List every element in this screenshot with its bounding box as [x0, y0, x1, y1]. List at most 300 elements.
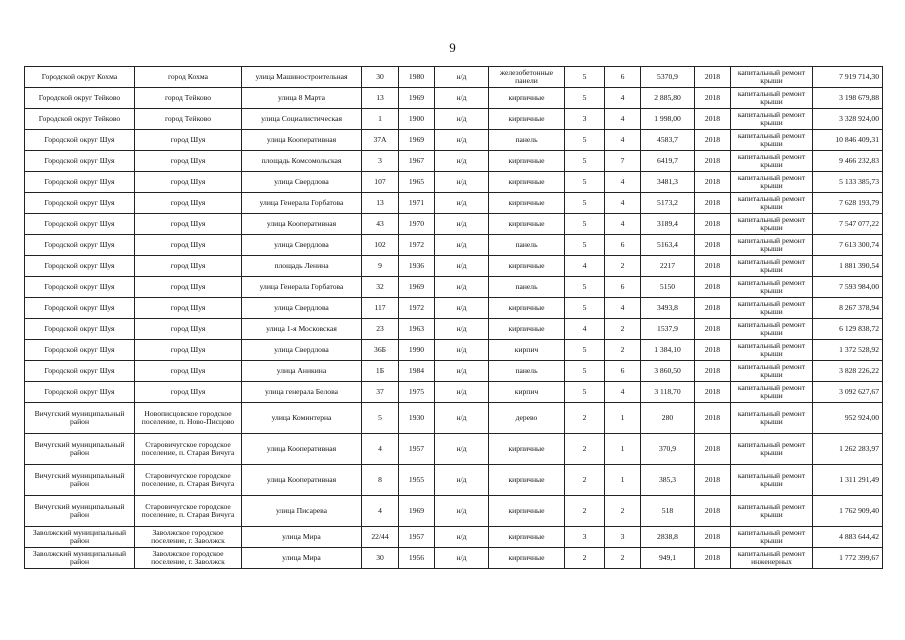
work-type-cell: капитальный ремонт крыши — [731, 130, 813, 151]
area-cell: 2217 — [641, 256, 695, 277]
table-row — [25, 88, 883, 109]
entrances-cell: 4 — [605, 109, 641, 130]
na-cell: н/д — [435, 193, 489, 214]
entrances-cell: 7 — [605, 151, 641, 172]
cost-cell: 1 372 528,92 — [813, 340, 883, 361]
wall-material-cell: кирпичные — [489, 319, 565, 340]
wall-material-cell: кирпичные — [489, 193, 565, 214]
settlement-cell: город Шуя — [135, 340, 242, 361]
area-cell: 5163,4 — [641, 235, 695, 256]
entrances-cell: 6 — [605, 277, 641, 298]
floors-cell: 5 — [565, 193, 605, 214]
house-number-cell: 30 — [362, 548, 399, 569]
area-cell: 1 384,10 — [641, 340, 695, 361]
table-row — [25, 465, 883, 496]
settlement-cell: город Шуя — [135, 361, 242, 382]
municipality-cell: Городской округ Шуя — [25, 256, 135, 277]
street-cell: улица Кооперативная — [242, 130, 362, 151]
year-cell: 2018 — [695, 434, 731, 465]
house-number-cell: 5 — [362, 403, 399, 434]
street-cell: улица Свердлова — [242, 298, 362, 319]
na-cell: н/д — [435, 434, 489, 465]
wall-material-cell: кирпичные — [489, 496, 565, 527]
table-row — [25, 109, 883, 130]
wall-material-cell: панель — [489, 361, 565, 382]
house-number-cell: 23 — [362, 319, 399, 340]
floors-cell: 5 — [565, 382, 605, 403]
table-row — [25, 496, 883, 527]
table-row — [25, 172, 883, 193]
house-number-cell: 32 — [362, 277, 399, 298]
year-built-cell: 1969 — [399, 88, 435, 109]
area-cell: 5370,9 — [641, 67, 695, 88]
cost-cell: 3 828 226,22 — [813, 361, 883, 382]
year-built-cell: 1990 — [399, 340, 435, 361]
street-cell: улица Свердлова — [242, 172, 362, 193]
year-built-cell: 1956 — [399, 548, 435, 569]
area-cell: 2 885,80 — [641, 88, 695, 109]
settlement-cell: Старовичугское городское поселение, п. Старая Вичуга — [135, 465, 242, 496]
year-built-cell: 1900 — [399, 109, 435, 130]
year-cell: 2018 — [695, 277, 731, 298]
entrances-cell: 6 — [605, 361, 641, 382]
table-row — [25, 340, 883, 361]
entrances-cell: 4 — [605, 214, 641, 235]
municipality-cell: Городской округ Шуя — [25, 361, 135, 382]
table-row — [25, 434, 883, 465]
cost-cell: 7 613 300,74 — [813, 235, 883, 256]
house-number-cell: 9 — [362, 256, 399, 277]
floors-cell: 2 — [565, 548, 605, 569]
year-built-cell: 1984 — [399, 361, 435, 382]
house-number-cell: 22/44 — [362, 527, 399, 548]
cost-cell: 1 772 399,67 — [813, 548, 883, 569]
year-built-cell: 1972 — [399, 298, 435, 319]
municipality-cell: Городской округ Тейково — [25, 109, 135, 130]
house-number-cell: 117 — [362, 298, 399, 319]
street-cell: площадь Комсомольская — [242, 151, 362, 172]
house-number-cell: 13 — [362, 193, 399, 214]
work-type-cell: капитальный ремонт крыши — [731, 340, 813, 361]
area-cell: 518 — [641, 496, 695, 527]
area-cell: 3 860,50 — [641, 361, 695, 382]
year-cell: 2018 — [695, 67, 731, 88]
na-cell: н/д — [435, 340, 489, 361]
year-cell: 2018 — [695, 361, 731, 382]
house-number-cell: 30 — [362, 67, 399, 88]
floors-cell: 5 — [565, 172, 605, 193]
house-number-cell: 102 — [362, 235, 399, 256]
floors-cell: 5 — [565, 130, 605, 151]
work-type-cell: капитальный ремонт крыши — [731, 109, 813, 130]
year-cell: 2018 — [695, 193, 731, 214]
wall-material-cell: кирпичные — [489, 527, 565, 548]
year-cell: 2018 — [695, 214, 731, 235]
entrances-cell: 4 — [605, 193, 641, 214]
floors-cell: 3 — [565, 109, 605, 130]
cost-cell: 7 593 984,00 — [813, 277, 883, 298]
na-cell: н/д — [435, 319, 489, 340]
cost-cell: 1 262 283,97 — [813, 434, 883, 465]
cost-cell: 7 919 714,30 — [813, 67, 883, 88]
year-built-cell: 1969 — [399, 130, 435, 151]
house-number-cell: 4 — [362, 434, 399, 465]
house-number-cell: 37А — [362, 130, 399, 151]
street-cell: улица Мира — [242, 527, 362, 548]
municipality-cell: Городской округ Шуя — [25, 172, 135, 193]
street-cell: улица 8 Марта — [242, 88, 362, 109]
work-type-cell: капитальный ремонт крыши — [731, 193, 813, 214]
settlement-cell: город Шуя — [135, 277, 242, 298]
area-cell: 1537,9 — [641, 319, 695, 340]
municipality-cell: Городской округ Шуя — [25, 214, 135, 235]
street-cell: улица Кооперативная — [242, 214, 362, 235]
year-cell: 2018 — [695, 235, 731, 256]
work-type-cell: капитальный ремонт крыши — [731, 67, 813, 88]
na-cell: н/д — [435, 235, 489, 256]
area-cell: 280 — [641, 403, 695, 434]
wall-material-cell: кирпичные — [489, 172, 565, 193]
area-cell: 2838,8 — [641, 527, 695, 548]
floors-cell: 5 — [565, 277, 605, 298]
floors-cell: 2 — [565, 465, 605, 496]
house-number-cell: 107 — [362, 172, 399, 193]
entrances-cell: 2 — [605, 340, 641, 361]
cost-cell: 10 846 409,31 — [813, 130, 883, 151]
year-cell: 2018 — [695, 298, 731, 319]
floors-cell: 5 — [565, 214, 605, 235]
table-row — [25, 235, 883, 256]
na-cell: н/д — [435, 298, 489, 319]
table-row — [25, 361, 883, 382]
street-cell: улица Машиностроительная — [242, 67, 362, 88]
house-number-cell: 4 — [362, 496, 399, 527]
entrances-cell: 2 — [605, 319, 641, 340]
wall-material-cell: кирпич — [489, 382, 565, 403]
municipality-cell: Городской округ Шуя — [25, 193, 135, 214]
year-cell: 2018 — [695, 382, 731, 403]
work-type-cell: капитальный ремонт инженерных — [731, 548, 813, 569]
na-cell: н/д — [435, 256, 489, 277]
table-row — [25, 319, 883, 340]
na-cell: н/д — [435, 109, 489, 130]
cost-cell: 3 092 627,67 — [813, 382, 883, 403]
wall-material-cell: кирпичные — [489, 256, 565, 277]
cost-cell: 952 924,00 — [813, 403, 883, 434]
year-cell: 2018 — [695, 340, 731, 361]
floors-cell: 2 — [565, 496, 605, 527]
entrances-cell: 2 — [605, 256, 641, 277]
settlement-cell: Новописцовское городское поселение, п. Ново-Писцово — [135, 403, 242, 434]
table-row — [25, 298, 883, 319]
settlement-cell: город Шуя — [135, 298, 242, 319]
wall-material-cell: кирпичные — [489, 109, 565, 130]
table-row — [25, 548, 883, 569]
floors-cell: 5 — [565, 235, 605, 256]
wall-material-cell: кирпичные — [489, 465, 565, 496]
settlement-cell: город Шуя — [135, 193, 242, 214]
year-cell: 2018 — [695, 465, 731, 496]
na-cell: н/д — [435, 465, 489, 496]
entrances-cell: 4 — [605, 382, 641, 403]
year-cell: 2018 — [695, 130, 731, 151]
na-cell: н/д — [435, 130, 489, 151]
entrances-cell: 4 — [605, 298, 641, 319]
na-cell: н/д — [435, 151, 489, 172]
settlement-cell: город Шуя — [135, 256, 242, 277]
cost-cell: 1 311 291,49 — [813, 465, 883, 496]
na-cell: н/д — [435, 548, 489, 569]
year-built-cell: 1957 — [399, 434, 435, 465]
table-row — [25, 277, 883, 298]
year-cell: 2018 — [695, 151, 731, 172]
entrances-cell: 4 — [605, 130, 641, 151]
municipality-cell: Вичугский муниципальный район — [25, 465, 135, 496]
cost-cell: 3 198 679,88 — [813, 88, 883, 109]
table-body — [25, 67, 883, 569]
work-type-cell: капитальный ремонт крыши — [731, 277, 813, 298]
na-cell: н/д — [435, 527, 489, 548]
cost-cell: 6 129 838,72 — [813, 319, 883, 340]
year-built-cell: 1936 — [399, 256, 435, 277]
house-number-cell: 36Б — [362, 340, 399, 361]
table-row — [25, 151, 883, 172]
work-type-cell: капитальный ремонт крыши — [731, 235, 813, 256]
municipality-cell: Городской округ Шуя — [25, 298, 135, 319]
year-cell: 2018 — [695, 403, 731, 434]
street-cell: площадь Ленина — [242, 256, 362, 277]
municipality-cell: Вичугский муниципальный район — [25, 434, 135, 465]
settlement-cell: город Тейково — [135, 88, 242, 109]
year-cell: 2018 — [695, 172, 731, 193]
year-built-cell: 1967 — [399, 151, 435, 172]
entrances-cell: 4 — [605, 172, 641, 193]
municipality-cell: Городской округ Шуя — [25, 235, 135, 256]
year-built-cell: 1972 — [399, 235, 435, 256]
municipality-cell: Вичугский муниципальный район — [25, 496, 135, 527]
entrances-cell: 6 — [605, 235, 641, 256]
settlement-cell: Старовичугское городское поселение, п. Старая Вичуга — [135, 434, 242, 465]
house-number-cell: 37 — [362, 382, 399, 403]
table-row — [25, 67, 883, 88]
street-cell: улица Аникина — [242, 361, 362, 382]
year-built-cell: 1963 — [399, 319, 435, 340]
area-cell: 370,9 — [641, 434, 695, 465]
municipality-cell: Городской округ Шуя — [25, 277, 135, 298]
work-type-cell: капитальный ремонт крыши — [731, 465, 813, 496]
year-built-cell: 1980 — [399, 67, 435, 88]
work-type-cell: капитальный ремонт крыши — [731, 172, 813, 193]
entrances-cell: 1 — [605, 434, 641, 465]
area-cell: 5150 — [641, 277, 695, 298]
municipality-cell: Городской округ Шуя — [25, 151, 135, 172]
floors-cell: 4 — [565, 256, 605, 277]
table-row — [25, 256, 883, 277]
work-type-cell: капитальный ремонт крыши — [731, 361, 813, 382]
street-cell: улица Мира — [242, 548, 362, 569]
year-cell: 2018 — [695, 527, 731, 548]
floors-cell: 5 — [565, 361, 605, 382]
street-cell: улица Кооперативная — [242, 465, 362, 496]
area-cell: 3 118,70 — [641, 382, 695, 403]
year-cell: 2018 — [695, 109, 731, 130]
area-cell: 5173,2 — [641, 193, 695, 214]
work-type-cell: капитальный ремонт крыши — [731, 214, 813, 235]
floors-cell: 3 — [565, 527, 605, 548]
area-cell: 3189,4 — [641, 214, 695, 235]
na-cell: н/д — [435, 361, 489, 382]
area-cell: 949,1 — [641, 548, 695, 569]
wall-material-cell: кирпич — [489, 340, 565, 361]
work-type-cell: капитальный ремонт крыши — [731, 527, 813, 548]
wall-material-cell: дерево — [489, 403, 565, 434]
settlement-cell: город Шуя — [135, 214, 242, 235]
na-cell: н/д — [435, 277, 489, 298]
entrances-cell: 2 — [605, 548, 641, 569]
repair-registry-table — [24, 66, 883, 569]
year-cell: 2018 — [695, 548, 731, 569]
year-built-cell: 1970 — [399, 214, 435, 235]
municipality-cell: Заволжский муниципальный район — [25, 548, 135, 569]
street-cell: улица Свердлова — [242, 235, 362, 256]
municipality-cell: Городской округ Кохма — [25, 67, 135, 88]
street-cell: улица генерала Белова — [242, 382, 362, 403]
cost-cell: 8 267 378,94 — [813, 298, 883, 319]
work-type-cell: капитальный ремонт крыши — [731, 88, 813, 109]
cost-cell: 4 883 644,42 — [813, 527, 883, 548]
na-cell: н/д — [435, 172, 489, 193]
table-row — [25, 214, 883, 235]
settlement-cell: город Шуя — [135, 151, 242, 172]
settlement-cell: город Шуя — [135, 235, 242, 256]
house-number-cell: 3 — [362, 151, 399, 172]
cost-cell: 9 466 232,83 — [813, 151, 883, 172]
floors-cell: 2 — [565, 434, 605, 465]
wall-material-cell: кирпичные — [489, 214, 565, 235]
table-row — [25, 527, 883, 548]
floors-cell: 5 — [565, 298, 605, 319]
year-cell: 2018 — [695, 319, 731, 340]
house-number-cell: 13 — [362, 88, 399, 109]
cost-cell: 5 133 385,73 — [813, 172, 883, 193]
floors-cell: 5 — [565, 88, 605, 109]
table-row — [25, 193, 883, 214]
floors-cell: 4 — [565, 319, 605, 340]
year-built-cell: 1975 — [399, 382, 435, 403]
wall-material-cell: железобетонные панели — [489, 67, 565, 88]
work-type-cell: капитальный ремонт крыши — [731, 382, 813, 403]
work-type-cell: капитальный ремонт крыши — [731, 298, 813, 319]
table-row — [25, 403, 883, 434]
entrances-cell: 6 — [605, 67, 641, 88]
year-built-cell: 1971 — [399, 193, 435, 214]
entrances-cell: 1 — [605, 465, 641, 496]
municipality-cell: Городской округ Шуя — [25, 130, 135, 151]
work-type-cell: капитальный ремонт крыши — [731, 319, 813, 340]
settlement-cell: Старовичугское городское поселение, п. Старая Вичуга — [135, 496, 242, 527]
year-cell: 2018 — [695, 88, 731, 109]
year-built-cell: 1969 — [399, 277, 435, 298]
entrances-cell: 3 — [605, 527, 641, 548]
cost-cell: 3 328 924,00 — [813, 109, 883, 130]
street-cell: улица Социалистическая — [242, 109, 362, 130]
municipality-cell: Городской округ Шуя — [25, 340, 135, 361]
table-row — [25, 382, 883, 403]
street-cell: улица Генерала Горбатова — [242, 193, 362, 214]
entrances-cell: 4 — [605, 88, 641, 109]
na-cell: н/д — [435, 67, 489, 88]
year-built-cell: 1957 — [399, 527, 435, 548]
wall-material-cell: кирпичные — [489, 434, 565, 465]
year-built-cell: 1955 — [399, 465, 435, 496]
work-type-cell: капитальный ремонт крыши — [731, 151, 813, 172]
na-cell: н/д — [435, 382, 489, 403]
street-cell: улица Генерала Горбатова — [242, 277, 362, 298]
page-number: 9 — [449, 40, 456, 55]
settlement-cell: Заволжское городское поселение, г. Заволжск — [135, 548, 242, 569]
wall-material-cell: панель — [489, 130, 565, 151]
na-cell: н/д — [435, 496, 489, 527]
municipality-cell: Городской округ Шуя — [25, 319, 135, 340]
na-cell: н/д — [435, 88, 489, 109]
house-number-cell: 43 — [362, 214, 399, 235]
area-cell: 1 998,00 — [641, 109, 695, 130]
floors-cell: 2 — [565, 403, 605, 434]
area-cell: 3493,8 — [641, 298, 695, 319]
municipality-cell: Вичугский муниципальный район — [25, 403, 135, 434]
entrances-cell: 2 — [605, 496, 641, 527]
cost-cell: 1 762 909,40 — [813, 496, 883, 527]
year-built-cell: 1969 — [399, 496, 435, 527]
work-type-cell: капитальный ремонт крыши — [731, 256, 813, 277]
cost-cell: 1 881 390,54 — [813, 256, 883, 277]
area-cell: 385,3 — [641, 465, 695, 496]
area-cell: 3481,3 — [641, 172, 695, 193]
year-cell: 2018 — [695, 496, 731, 527]
settlement-cell: город Шуя — [135, 382, 242, 403]
wall-material-cell: кирпичные — [489, 88, 565, 109]
settlement-cell: город Тейково — [135, 109, 242, 130]
settlement-cell: Заволжское городское поселение, г. Заволжск — [135, 527, 242, 548]
settlement-cell: город Кохма — [135, 67, 242, 88]
municipality-cell: Городской округ Шуя — [25, 382, 135, 403]
floors-cell: 5 — [565, 340, 605, 361]
house-number-cell: 1Б — [362, 361, 399, 382]
floors-cell: 5 — [565, 151, 605, 172]
area-cell: 4583,7 — [641, 130, 695, 151]
wall-material-cell: кирпичные — [489, 548, 565, 569]
na-cell: н/д — [435, 403, 489, 434]
street-cell: улица 1-я Московская — [242, 319, 362, 340]
entrances-cell: 1 — [605, 403, 641, 434]
year-built-cell: 1965 — [399, 172, 435, 193]
year-cell: 2018 — [695, 256, 731, 277]
wall-material-cell: панель — [489, 235, 565, 256]
street-cell: улица Писарева — [242, 496, 362, 527]
municipality-cell: Заволжский муниципальный район — [25, 527, 135, 548]
house-number-cell: 8 — [362, 465, 399, 496]
settlement-cell: город Шуя — [135, 172, 242, 193]
house-number-cell: 1 — [362, 109, 399, 130]
wall-material-cell: кирпичные — [489, 298, 565, 319]
work-type-cell: капитальный ремонт крыши — [731, 496, 813, 527]
wall-material-cell: панель — [489, 277, 565, 298]
year-built-cell: 1930 — [399, 403, 435, 434]
cost-cell: 7 547 077,22 — [813, 214, 883, 235]
area-cell: 6419,7 — [641, 151, 695, 172]
work-type-cell: капитальный ремонт крыши — [731, 434, 813, 465]
street-cell: улица Свердлова — [242, 340, 362, 361]
